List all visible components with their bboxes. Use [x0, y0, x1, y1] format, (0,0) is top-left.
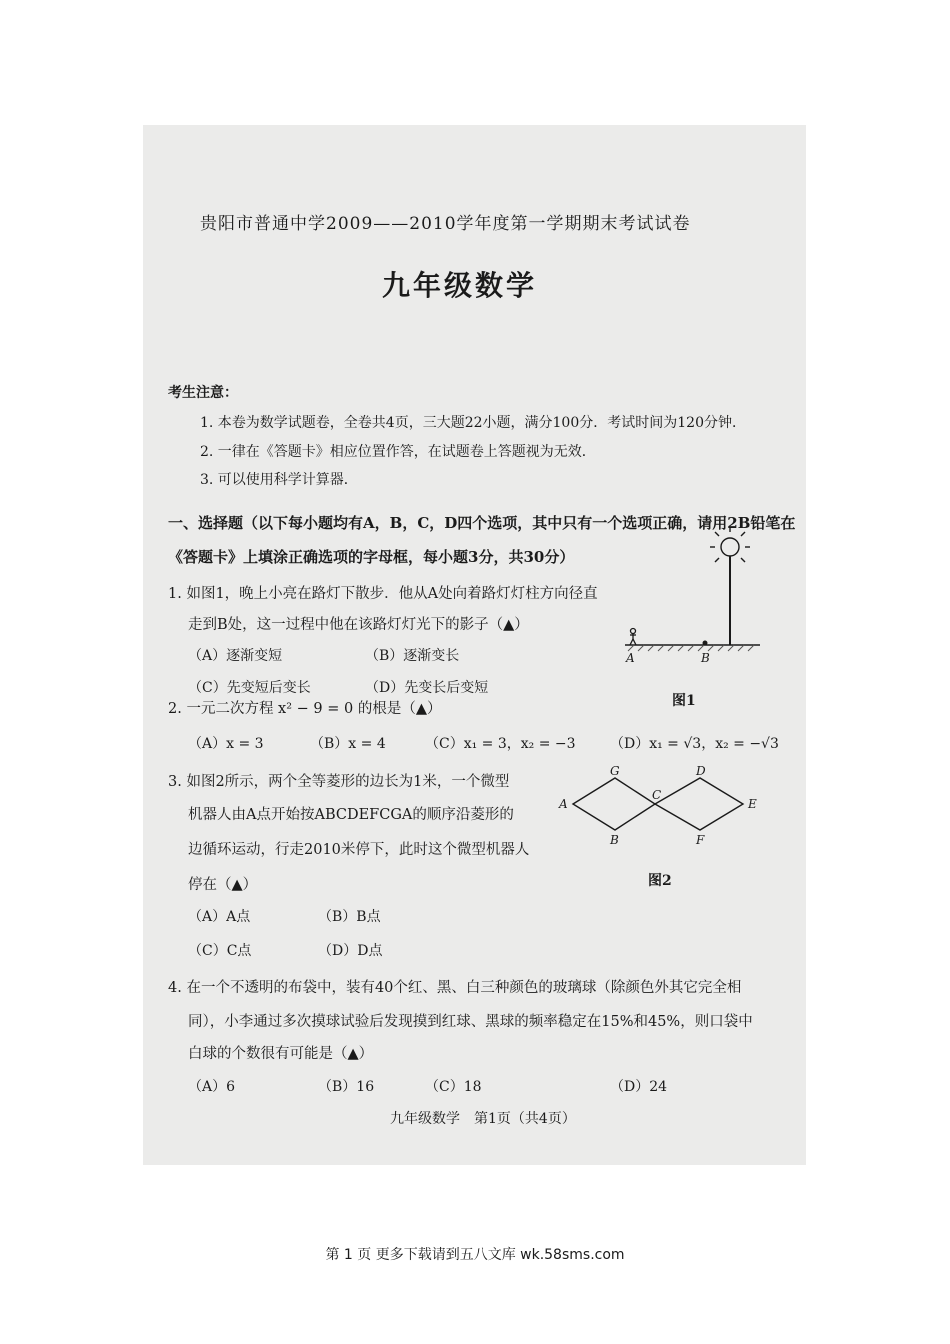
- q2-stem: 2. 一元二次方程 x² − 9 = 0 的根是（▲）: [168, 701, 442, 717]
- q2-option-c: （C）x₁ = 3，x₂ = −3: [425, 736, 576, 752]
- q1-option-d: （D）先变长后变短: [365, 680, 489, 696]
- figure-1-caption: 图1: [672, 693, 696, 709]
- q3-stem-line3: 边循环运动，行走2010米停下，此时这个微型机器人: [188, 842, 530, 858]
- q4-option-b: （B）16: [318, 1079, 375, 1095]
- figure-2-label-f: F: [696, 833, 705, 847]
- notice-heading: 考生注意：: [168, 385, 238, 401]
- q3-stem-line1: 3. 如图2所示，两个全等菱形的边长为1米，一个微型: [168, 774, 510, 790]
- section1-heading-line2: 《答题卡》上填涂正确选项的字母框，每小题3分，共30分）: [168, 548, 575, 566]
- q1-option-b: （B）逐渐变长: [365, 648, 460, 664]
- figure-2-label-c: C: [652, 788, 662, 802]
- notice-item-3: 3. 可以使用科学计算器．: [200, 472, 358, 488]
- figure-2-label-d: D: [696, 764, 706, 778]
- figure-2-label-e: E: [748, 797, 757, 811]
- q4-stem-line3: 白球的个数很有可能是（▲）: [188, 1046, 374, 1062]
- figure-1-street-lamp: [620, 525, 770, 665]
- q4-option-a: （A）6: [188, 1079, 236, 1095]
- q3-option-a: （A）A点: [188, 909, 251, 925]
- q3-option-d: （D）D点: [318, 943, 383, 959]
- q1-option-c: （C）先变短后变长: [188, 680, 311, 696]
- figure-1-label-b: B: [701, 651, 710, 665]
- subject-title: 九年级数学: [382, 269, 538, 302]
- q3-option-c: （C）C点: [188, 943, 252, 959]
- q1-stem-line1: 1. 如图1，晚上小亮在路灯下散步．他从A处向着路灯灯柱方向径直: [168, 586, 598, 602]
- q1-option-a: （A）逐渐变短: [188, 648, 283, 664]
- q2-option-b: （B）x = 4: [310, 736, 386, 752]
- q4-stem-line1: 4. 在一个不透明的布袋中，装有40个红、黑、白三种颜色的玻璃球（除颜色外其它完全相: [168, 980, 742, 996]
- figure-1-label-a: A: [626, 651, 635, 665]
- q4-stem-line2: 同），小李通过多次摸球试验后发现摸到红球、黑球的频率稳定在15%和45%，则口袋中: [188, 1014, 753, 1030]
- notice-item-2: 2. 一律在《答题卡》相应位置作答，在试题卷上答题视为无效．: [200, 444, 596, 460]
- q3-stem-line2: 机器人由A点开始按ABCDEFCGA的顺序沿菱形的: [188, 807, 514, 823]
- q3-stem-line4: 停在（▲）: [188, 877, 258, 893]
- figure-2-caption: 图2: [648, 873, 672, 889]
- document-footer: 第 1 页 更多下载请到五八文库 wk.58sms.com: [325, 1247, 625, 1263]
- figure-2-label-g: G: [610, 764, 620, 778]
- exam-title: 贵阳市普通中学2009——2010学年度第一学期期末考试试卷: [200, 214, 691, 234]
- q3-option-b: （B）B点: [318, 909, 381, 925]
- figure-2-label-a: A: [559, 797, 568, 811]
- q4-option-d: （D）24: [610, 1079, 668, 1095]
- section1-heading-line1: 一、选择题（以下每小题均有A，B，C，D四个选项，其中只有一个选项正确，请用2B铅笔在: [168, 514, 796, 532]
- q4-option-c: （C）18: [425, 1079, 482, 1095]
- q2-option-d: （D）x₁ = √3，x₂ = −√3: [610, 736, 779, 752]
- figure-2-rhombuses: [555, 762, 765, 852]
- notice-item-1: 1. 本卷为数学试题卷，全卷共4页，三大题22小题，满分100分．考试时间为120分钟．: [200, 415, 746, 431]
- q2-option-a: （A）x = 3: [188, 736, 264, 752]
- q1-stem-line2: 走到B处，这一过程中他在该路灯灯光下的影子（▲）: [188, 617, 529, 633]
- figure-2-label-b: B: [610, 833, 619, 847]
- scan-page-footer: 九年级数学 第1页（共4页）: [390, 1111, 576, 1127]
